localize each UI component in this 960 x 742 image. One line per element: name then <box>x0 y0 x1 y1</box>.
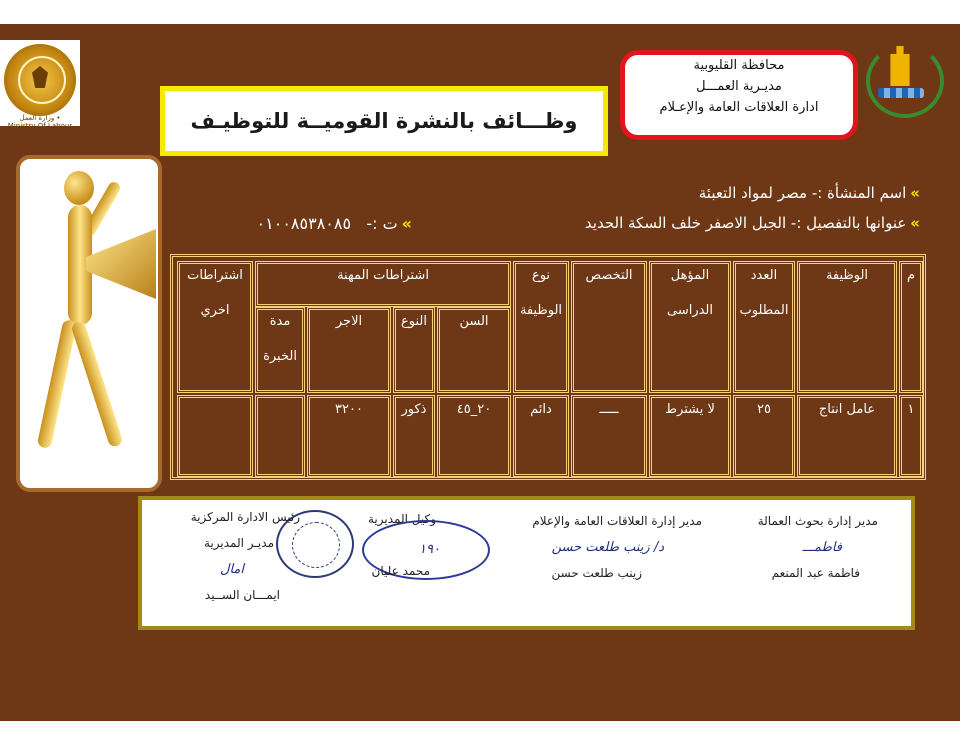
title-box <box>160 86 608 156</box>
signature-name-2: زينب طلعت حسن <box>551 566 642 580</box>
arrow-icon: » <box>910 184 920 202</box>
phone-value: ٠١٠٠٨٥٣٨٠٨٥ <box>256 214 352 233</box>
header-wage: الاجر <box>307 307 391 393</box>
header-job-type: نوع الوظيفة <box>513 261 569 393</box>
company-address-line: »عنوانها بالتفصيل :- الجبل الاصفر خلف السكة الحديد <box>584 214 920 232</box>
handwritten-signature-2: د/ زينب طلعت حسن <box>551 540 664 555</box>
row-other-conditions <box>177 395 253 477</box>
arrow-icon: » <box>910 214 920 232</box>
row-age: ٢٠_٤٥ <box>437 395 511 477</box>
header-job: الوظيفة <box>797 261 897 393</box>
megaphone-icon <box>86 229 156 299</box>
ministry-seal-icon <box>4 44 76 116</box>
header-experience: مدة الخبرة <box>255 307 305 393</box>
handwritten-signature-3: ١٩٠ <box>419 542 440 557</box>
handwritten-signature-1: فاطمـــ <box>802 540 842 555</box>
company-phone-line <box>257 214 412 233</box>
jobs-table <box>170 254 926 480</box>
row-qualification: لا يشترط <box>649 395 731 477</box>
row-experience <box>255 395 305 477</box>
row-wage: ٣٢٠٠ <box>307 395 391 477</box>
signature-title-4b: مديـر المديرية <box>204 536 274 550</box>
header-gender: النوع <box>393 307 435 393</box>
signature-title-3: وكيل المديرية <box>368 512 436 526</box>
signature-title-1: مدير إدارة بحوث العمالة <box>757 514 878 528</box>
row-count: ٢٥ <box>733 395 795 477</box>
signature-title-2: مدير إدارة العلاقات العامة والإعلام <box>532 514 702 528</box>
header-age: السن <box>437 307 511 393</box>
arrow-icon: » <box>401 214 412 233</box>
megaphone-figure-image <box>16 155 162 492</box>
phone-label: ت :- <box>366 214 398 233</box>
governorate-emblem-icon <box>866 40 938 112</box>
row-no: ١ <box>899 395 923 477</box>
header-no: م <box>899 261 923 393</box>
office-info-box <box>620 50 858 140</box>
signature-title-4a: رئيس الادارة المركزية <box>190 510 300 524</box>
signature-name-1: فاطمة عبد المنعم <box>771 566 860 580</box>
header-count: العدد المطلوب <box>733 261 795 393</box>
header-other-conditions: اشتراطات اخري <box>177 261 253 393</box>
ministry-logo <box>0 40 80 130</box>
signature-name-4: ايمـــان الســيد <box>204 588 280 602</box>
company-name-line: »اسم المنشأة :- مصر لمواد التعبئة <box>698 184 920 202</box>
ministry-logo-text: وزارة العمل • Ministry Of Labour <box>7 114 73 130</box>
signature-name-3: محمد عليان <box>371 564 430 578</box>
governorate-name: محافظة القليوبية <box>693 58 785 73</box>
directorate-name: مديـرية العمـــل <box>696 79 782 94</box>
page-title: وظـــائف بالنشرة القوميــة للتوظيـف <box>190 109 578 133</box>
header-qualification: المؤهل الدراسى <box>649 261 731 393</box>
row-specialization: ـــــ <box>571 395 647 477</box>
row-job-type: دائم <box>513 395 569 477</box>
row-job: عامل انتاج <box>797 395 897 477</box>
department-name: ادارة العلاقات العامة والإعـلام <box>659 100 819 115</box>
handwritten-signature-4: امال <box>220 562 244 577</box>
header-specialization: التخصص <box>571 261 647 393</box>
header-job-conditions: اشتراطات المهنة <box>255 261 511 307</box>
row-gender: ذكور <box>393 395 435 477</box>
